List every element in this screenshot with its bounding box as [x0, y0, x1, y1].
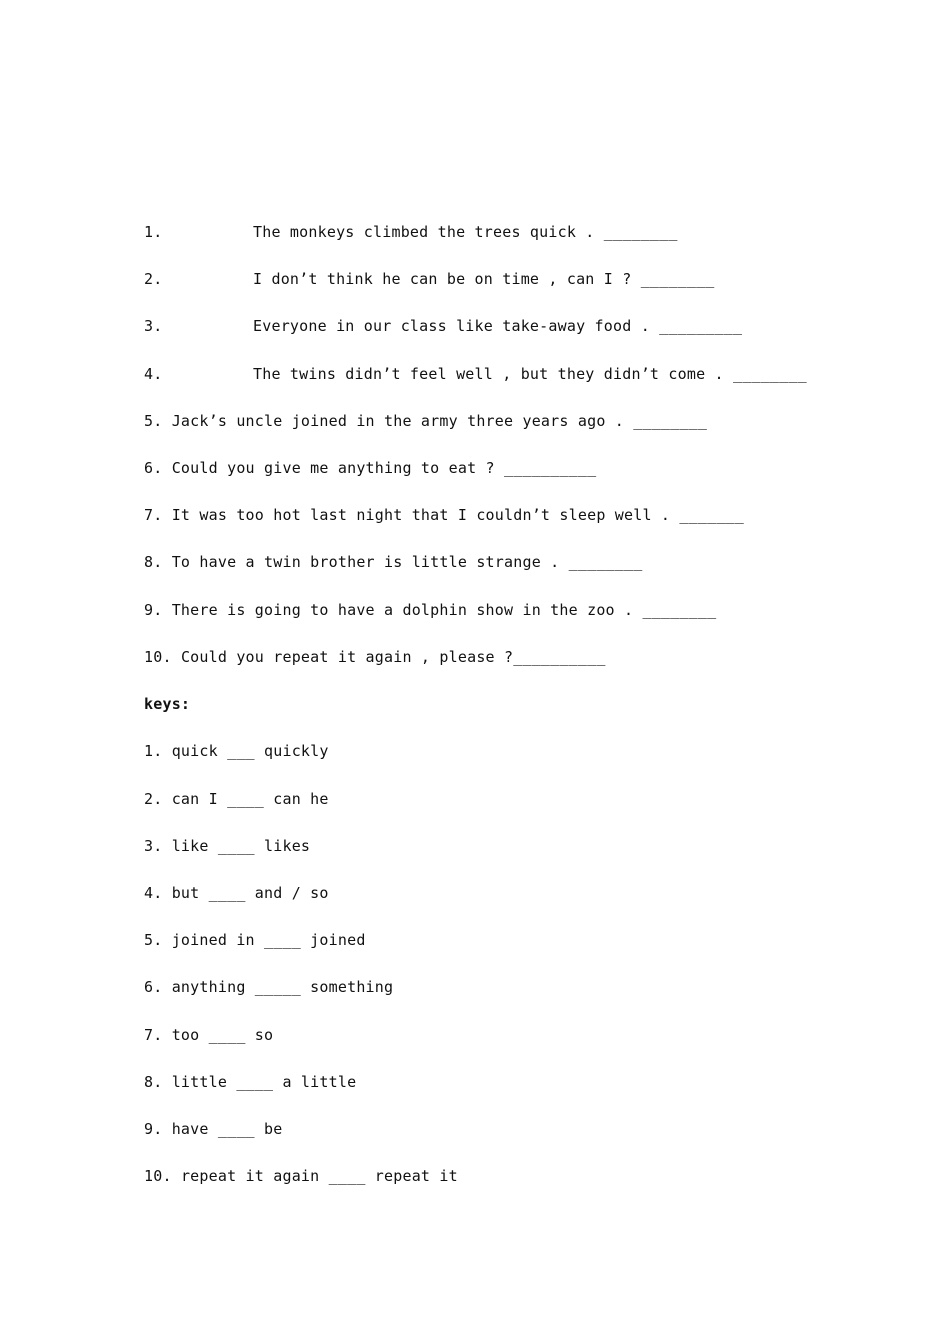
question-number: 3.	[144, 317, 163, 335]
question-number: 8.	[144, 553, 163, 571]
key-3	[144, 836, 310, 856]
key-5	[144, 930, 366, 950]
question-text: Jack’s uncle joined in the army three years ago . ________	[171, 412, 708, 430]
key-4	[144, 883, 329, 903]
question-2	[144, 269, 715, 289]
question-1	[144, 222, 678, 242]
question-number: 5.	[144, 412, 163, 430]
key-number: 8.	[144, 1073, 163, 1091]
question-5	[144, 411, 707, 431]
key-text: joined in ____ joined	[171, 931, 366, 949]
question-text: Could you repeat it again , please ?__________	[180, 648, 606, 666]
key-number: 9.	[144, 1120, 163, 1138]
key-number: 3.	[144, 837, 163, 855]
question-number: 4.	[144, 365, 163, 383]
question-text: To have a twin brother is little strange . ________	[171, 553, 643, 571]
question-3	[144, 316, 742, 336]
key-10	[144, 1166, 458, 1186]
key-text: quick ___ quickly	[171, 742, 329, 760]
question-9	[144, 600, 716, 620]
keys-heading: keys:	[144, 695, 191, 713]
question-number: 2.	[144, 270, 163, 288]
question-6	[144, 458, 596, 478]
question-number: 7.	[144, 506, 163, 524]
key-text: little ____ a little	[171, 1073, 357, 1091]
key-1	[144, 741, 329, 761]
question-number: 6.	[144, 459, 163, 477]
key-text: like ____ likes	[171, 837, 311, 855]
question-text: Could you give me anything to eat ? __________	[171, 459, 597, 477]
key-number: 10.	[144, 1167, 172, 1185]
key-number: 1.	[144, 742, 163, 760]
key-number: 6.	[144, 978, 163, 996]
key-text: have ____ be	[171, 1120, 283, 1138]
key-text: but ____ and / so	[171, 884, 329, 902]
key-number: 4.	[144, 884, 163, 902]
question-number: 1.	[144, 223, 163, 241]
key-text: can I ____ can he	[171, 790, 329, 808]
key-2	[144, 789, 329, 809]
key-number: 5.	[144, 931, 163, 949]
key-7	[144, 1025, 273, 1045]
question-10	[144, 647, 606, 667]
key-9	[144, 1119, 282, 1139]
question-text: Everyone in our class like take-away food . _________	[253, 317, 743, 335]
key-number: 7.	[144, 1026, 163, 1044]
question-text: The twins didn’t feel well , but they didn’t come . ________	[253, 365, 807, 383]
key-text: anything _____ something	[171, 978, 394, 996]
question-4	[144, 364, 807, 384]
question-text: The monkeys climbed the trees quick . ________	[253, 223, 678, 241]
question-number: 9.	[144, 601, 163, 619]
question-text: It was too hot last night that I couldn’t sleep well . _______	[171, 506, 745, 524]
question-8	[144, 552, 642, 572]
key-8	[144, 1072, 356, 1092]
key-6	[144, 977, 393, 997]
question-text: I don’t think he can be on time , can I ? ________	[253, 270, 715, 288]
key-number: 2.	[144, 790, 163, 808]
question-number: 10.	[144, 648, 172, 666]
question-7	[144, 505, 744, 525]
question-text: There is going to have a dolphin show in the zoo . ________	[171, 601, 717, 619]
key-text: repeat it again ____ repeat it	[180, 1167, 458, 1185]
key-text: too ____ so	[171, 1026, 274, 1044]
